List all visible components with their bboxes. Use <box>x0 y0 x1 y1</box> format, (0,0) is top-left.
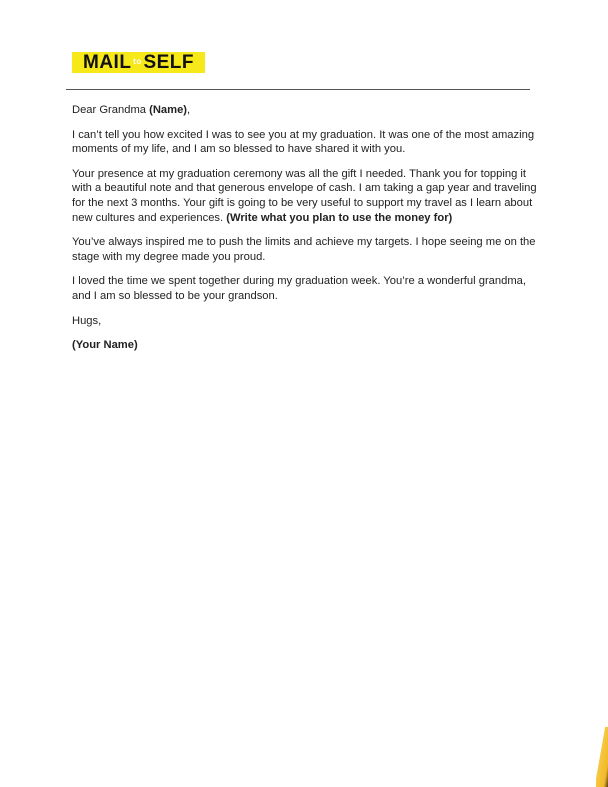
mailtoself-logo <box>72 52 205 73</box>
letter-body <box>72 103 542 363</box>
paragraph-2 <box>72 167 542 225</box>
name-placeholder: (Name) <box>149 104 188 116</box>
logo-text-self: SELF <box>143 52 194 73</box>
closing: Hugs, <box>72 314 102 327</box>
paragraph-1: I can’t tell you how excited I was to see you at my graduation. It was one of the most amazing moments of my life, and I am so blessed to have shared it with you. <box>72 128 535 156</box>
logo-text-mail: MAIL <box>83 52 132 73</box>
signature-placeholder: (Your Name) <box>72 339 138 352</box>
page-curl-decoration <box>596 727 608 787</box>
greeting-text: Dear Grandma <box>72 104 150 116</box>
greeting-comma: , <box>187 104 191 116</box>
money-use-placeholder: (Write what you plan to use the money for) <box>226 211 453 224</box>
logo-text-to: to <box>133 56 142 66</box>
greeting <box>72 103 542 118</box>
paragraph-2-text: Your presence at my graduation ceremony was all the gift I needed. Thank you for topping it with a beautiful note and that generous envelope of cash. I am taking a gap year and traveling for the next 3 months. Your gift is going to be very useful to support my travel as I learn about new cultures and experiences. <box>72 167 537 224</box>
paragraph-3: You’ve always inspired me to push the limits and achieve my targets. I hope seeing me on the stage with my degree made you proud. <box>72 236 536 263</box>
paragraph-4: I loved the time we spent together during my graduation week. You’re a wonderful grandma, and I am so blessed to be your grandson. <box>72 275 526 302</box>
header-divider <box>66 89 530 90</box>
